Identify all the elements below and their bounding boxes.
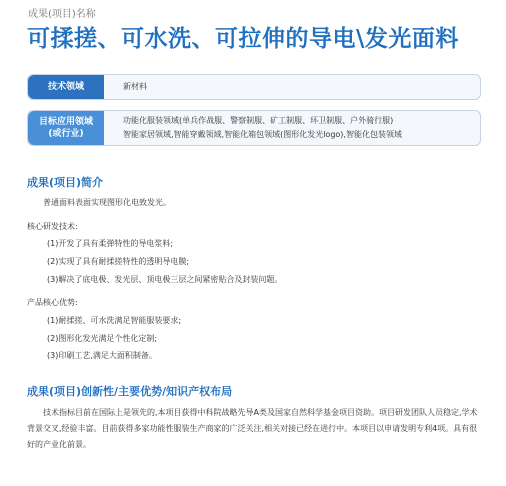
project-name-label: 成果(项目)名称 <box>28 9 96 20</box>
app-field-label-line2: (或行业) <box>48 129 84 139</box>
advantage-item: (3)印刷工艺,满足大面积制备。 <box>47 351 157 360</box>
core-tech-title: 核心研发技术: <box>27 222 78 231</box>
tech-field-value: 新材料 <box>123 82 147 91</box>
page-title: 可揉搓、可水洗、可拉伸的导电\发光面料 <box>27 26 459 52</box>
app-field-row <box>27 110 481 146</box>
app-field-value-line2: 智能家居领域,智能穿戴领域,智能化箱包领域(图形化发光logo),智能化包装领域 <box>123 130 402 139</box>
app-field-label <box>28 111 104 145</box>
advantage-item: (1)耐揉搓、可水洗满足智能服装要求; <box>47 316 182 325</box>
tech-field-row <box>27 74 481 100</box>
core-tech-item: (1)开发了具有柔弹特性的导电浆料; <box>47 239 174 248</box>
core-tech-item: (2)实现了具有耐揉搓特性的透明导电膜; <box>47 257 190 266</box>
app-field-value <box>123 114 402 142</box>
advantage-item: (2)图形化发光满足个性化定制; <box>47 334 158 343</box>
tech-field-label: 技术领域 <box>28 75 104 99</box>
core-tech-item: (3)解决了底电极、发光层、顶电极三层之间紧密贴合及封装问题。 <box>47 275 283 284</box>
advantages-title: 产品核心优势: <box>27 298 78 307</box>
app-field-value-line1: 功能化服装领域(单兵作战服、警察制服、矿工制服、环卫制服、户外骑行服) <box>123 116 394 125</box>
intro-summary: 普通面料表面实现图形化电致发光。 <box>43 198 171 207</box>
app-field-label-line1: 目标应用领域 <box>38 116 93 127</box>
intro-heading: 成果(项目)简介 <box>27 176 104 189</box>
innovation-paragraph: 技术指标目前在国际上是领先的,本项目获得中科院战略先导A类及国家自然科学基金项目资助。项目研发团队人员稳定,学术背景交叉,经验丰富。目前获得多家功能性服装生产商家的广泛关注,相关对接已经在进行中。本项目以申请发明专利4项。具有很好的产业化前景。 <box>27 408 478 449</box>
innovation-heading: 成果(项目)创新性/主要优势/知识产权布局 <box>27 385 233 398</box>
